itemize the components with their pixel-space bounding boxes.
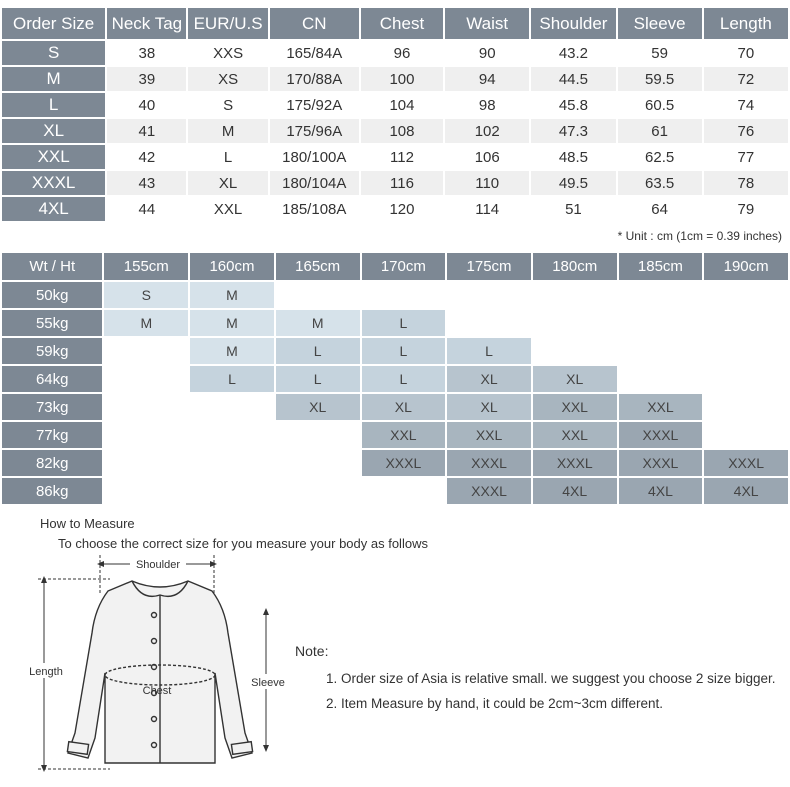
height-header-cell: 190cm <box>704 253 788 280</box>
recommended-size-cell <box>104 422 188 448</box>
size-chart-cell: 38 <box>107 41 186 65</box>
size-chart-header-cell: Sleeve <box>618 8 702 39</box>
recommended-size-cell: M <box>104 310 188 336</box>
size-chart-cell: 175/92A <box>270 93 359 117</box>
size-chart-header-cell: Shoulder <box>531 8 615 39</box>
recommended-size-cell: M <box>276 310 360 336</box>
recommended-size-cell: XL <box>447 366 531 392</box>
size-chart-cell: 49.5 <box>531 171 615 195</box>
size-chart-cell: 62.5 <box>618 145 702 169</box>
height-header-cell: 175cm <box>447 253 531 280</box>
size-chart-cell: 40 <box>107 93 186 117</box>
size-chart-cell: 78 <box>704 171 788 195</box>
recommended-size-cell <box>533 310 617 336</box>
size-chart-cell: 165/84A <box>270 41 359 65</box>
weight-label-cell: 82kg <box>2 450 102 476</box>
recommended-size-cell <box>533 282 617 308</box>
size-chart-cell: XXL <box>188 197 267 221</box>
size-chart-cell: 94 <box>445 67 529 91</box>
weight-row <box>2 282 788 308</box>
recommended-size-cell <box>104 450 188 476</box>
weight-row <box>2 310 788 336</box>
recommended-size-cell <box>104 478 188 504</box>
how-to-measure-subtitle: To choose the correct size for you measure your body as follows <box>58 536 428 551</box>
recommended-size-cell: XXL <box>362 422 446 448</box>
recommended-size-cell <box>190 394 274 420</box>
recommended-size-cell <box>704 282 788 308</box>
chest-label: Chest <box>142 685 172 697</box>
size-chart-cell: 41 <box>107 119 186 143</box>
size-chart-cell: 120 <box>361 197 443 221</box>
order-size-cell: XL <box>2 119 105 143</box>
size-chart-body <box>2 41 788 221</box>
recommended-size-cell <box>619 338 703 364</box>
recommended-size-cell <box>190 478 274 504</box>
size-chart-cell: 70 <box>704 41 788 65</box>
order-size-cell: L <box>2 93 105 117</box>
size-chart-cell: 59 <box>618 41 702 65</box>
length-label: Length <box>29 666 63 678</box>
weight-row <box>2 394 788 420</box>
size-chart-cell: 108 <box>361 119 443 143</box>
size-chart-cell: 98 <box>445 93 529 117</box>
recommended-size-cell <box>362 478 446 504</box>
recommended-size-cell <box>704 338 788 364</box>
recommended-size-cell: S <box>104 282 188 308</box>
weight-label-cell: 64kg <box>2 366 102 392</box>
recommended-size-cell <box>619 310 703 336</box>
recommended-size-cell: XXXL <box>619 450 703 476</box>
recommended-size-cell: 4XL <box>533 478 617 504</box>
size-chart-cell: 63.5 <box>618 171 702 195</box>
size-chart-cell: 102 <box>445 119 529 143</box>
weight-height-table <box>0 251 790 506</box>
size-chart-cell: 112 <box>361 145 443 169</box>
size-chart-header-cell: Order Size <box>2 8 105 39</box>
recommended-size-cell: XXL <box>533 422 617 448</box>
wt-ht-corner-cell: Wt / Ht <box>2 253 102 280</box>
size-chart-cell: 79 <box>704 197 788 221</box>
size-chart-cell: 96 <box>361 41 443 65</box>
size-chart-cell: 45.8 <box>531 93 615 117</box>
recommended-size-cell <box>104 366 188 392</box>
weight-label-cell: 55kg <box>2 310 102 336</box>
size-chart-cell: 104 <box>361 93 443 117</box>
size-chart-cell: 59.5 <box>618 67 702 91</box>
recommended-size-cell: XL <box>362 394 446 420</box>
recommended-size-cell: XXXL <box>619 422 703 448</box>
size-chart-cell: 48.5 <box>531 145 615 169</box>
recommended-size-cell: L <box>276 366 360 392</box>
size-chart-cell: XS <box>188 67 267 91</box>
size-chart-cell: 51 <box>531 197 615 221</box>
recommended-size-cell <box>704 310 788 336</box>
size-chart-cell: XXS <box>188 41 267 65</box>
weight-row <box>2 338 788 364</box>
shoulder-label: Shoulder <box>135 559 181 571</box>
size-chart-cell: 185/108A <box>270 197 359 221</box>
size-chart-cell: 116 <box>361 171 443 195</box>
weight-label-cell: 86kg <box>2 478 102 504</box>
size-chart-cell: 43.2 <box>531 41 615 65</box>
recommended-size-cell <box>619 366 703 392</box>
recommended-size-cell <box>704 394 788 420</box>
size-chart-cell: 64 <box>618 197 702 221</box>
size-chart-cell: 47.3 <box>531 119 615 143</box>
size-chart-cell: 114 <box>445 197 529 221</box>
note-title: Note: <box>295 643 329 659</box>
size-chart-cell: 44.5 <box>531 67 615 91</box>
recommended-size-cell: XL <box>276 394 360 420</box>
size-chart-row <box>2 145 788 169</box>
recommended-size-cell <box>704 366 788 392</box>
recommended-size-cell: L <box>362 338 446 364</box>
recommended-size-cell: M <box>190 310 274 336</box>
recommended-size-cell: XXL <box>447 422 531 448</box>
recommended-size-cell: L <box>276 338 360 364</box>
recommended-size-cell: 4XL <box>619 478 703 504</box>
note-item: 1. Order size of Asia is relative small. we suggest you choose 2 size bigger. <box>326 671 776 686</box>
recommended-size-cell: L <box>362 310 446 336</box>
recommended-size-cell <box>276 478 360 504</box>
recommended-size-cell: 4XL <box>704 478 788 504</box>
weight-row <box>2 422 788 448</box>
recommended-size-cell: XXXL <box>533 450 617 476</box>
size-chart-cell: 39 <box>107 67 186 91</box>
sleeve-label: Sleeve <box>251 677 285 689</box>
shirt-measure-diagram <box>20 553 300 783</box>
height-header-cell: 165cm <box>276 253 360 280</box>
weight-row <box>2 450 788 476</box>
recommended-size-cell <box>447 310 531 336</box>
size-chart-cell: S <box>188 93 267 117</box>
size-chart-row <box>2 67 788 91</box>
recommended-size-cell: XXL <box>619 394 703 420</box>
size-chart-header-cell: EUR/U.S <box>188 8 267 39</box>
recommended-size-cell <box>104 394 188 420</box>
shirt-icon <box>67 581 252 763</box>
size-chart-row <box>2 197 788 221</box>
size-chart-cell: 76 <box>704 119 788 143</box>
weight-row <box>2 478 788 504</box>
recommended-size-cell <box>533 338 617 364</box>
size-chart-cell: 72 <box>704 67 788 91</box>
recommended-size-cell: XL <box>447 394 531 420</box>
recommended-size-cell: M <box>190 338 274 364</box>
height-header-cell: 180cm <box>533 253 617 280</box>
recommended-size-cell <box>190 422 274 448</box>
recommended-size-cell <box>362 282 446 308</box>
size-chart-header-cell: Length <box>704 8 788 39</box>
weight-height-body <box>2 282 788 504</box>
size-chart-header-row <box>2 8 788 39</box>
size-chart-cell: 61 <box>618 119 702 143</box>
recommended-size-cell <box>704 422 788 448</box>
recommended-size-cell <box>619 282 703 308</box>
weight-height-header-row <box>2 253 788 280</box>
size-chart-header-cell: CN <box>270 8 359 39</box>
size-chart-cell: 43 <box>107 171 186 195</box>
recommended-size-cell: XXXL <box>362 450 446 476</box>
height-header-cell: 155cm <box>104 253 188 280</box>
size-chart-cell: 110 <box>445 171 529 195</box>
size-chart-header-cell: Neck Tag <box>107 8 186 39</box>
recommended-size-cell <box>276 422 360 448</box>
size-chart-row <box>2 171 788 195</box>
size-chart-cell: 42 <box>107 145 186 169</box>
size-chart-cell: 44 <box>107 197 186 221</box>
size-chart-header-cell: Chest <box>361 8 443 39</box>
size-chart-cell: 60.5 <box>618 93 702 117</box>
size-chart-cell: M <box>188 119 267 143</box>
order-size-cell: XXL <box>2 145 105 169</box>
size-chart-cell: 100 <box>361 67 443 91</box>
recommended-size-cell <box>276 450 360 476</box>
order-size-cell: S <box>2 41 105 65</box>
height-header-cell: 185cm <box>619 253 703 280</box>
recommended-size-cell <box>104 338 188 364</box>
order-size-cell: M <box>2 67 105 91</box>
size-chart-cell: 170/88A <box>270 67 359 91</box>
size-chart-table <box>0 6 790 223</box>
height-header-cell: 160cm <box>190 253 274 280</box>
recommended-size-cell: XXXL <box>447 450 531 476</box>
order-size-cell: XXXL <box>2 171 105 195</box>
weight-label-cell: 77kg <box>2 422 102 448</box>
size-chart-cell: 180/100A <box>270 145 359 169</box>
weight-row <box>2 366 788 392</box>
note-item: 2. Item Measure by hand, it could be 2cm~3cm different. <box>326 696 664 711</box>
weight-label-cell: 59kg <box>2 338 102 364</box>
weight-label-cell: 50kg <box>2 282 102 308</box>
size-chart-header-cell: Waist <box>445 8 529 39</box>
recommended-size-cell: L <box>190 366 274 392</box>
order-size-cell: 4XL <box>2 197 105 221</box>
size-chart-cell: 90 <box>445 41 529 65</box>
recommended-size-cell <box>276 282 360 308</box>
size-chart-cell: 106 <box>445 145 529 169</box>
size-chart-cell: 77 <box>704 145 788 169</box>
recommended-size-cell: XL <box>533 366 617 392</box>
size-chart-cell: 175/96A <box>270 119 359 143</box>
size-chart-row <box>2 41 788 65</box>
size-chart-cell: XL <box>188 171 267 195</box>
recommended-size-cell: XXL <box>533 394 617 420</box>
height-header-cell: 170cm <box>362 253 446 280</box>
recommended-size-cell: L <box>447 338 531 364</box>
recommended-size-cell <box>447 282 531 308</box>
size-chart-row <box>2 119 788 143</box>
recommended-size-cell: M <box>190 282 274 308</box>
how-to-measure-title: How to Measure <box>40 516 135 531</box>
weight-label-cell: 73kg <box>2 394 102 420</box>
recommended-size-cell: XXXL <box>447 478 531 504</box>
size-chart-row <box>2 93 788 117</box>
unit-note: * Unit : cm (1cm = 0.39 inches) <box>617 229 782 243</box>
recommended-size-cell: XXXL <box>704 450 788 476</box>
size-chart-cell: 180/104A <box>270 171 359 195</box>
recommended-size-cell <box>190 450 274 476</box>
size-chart-cell: L <box>188 145 267 169</box>
recommended-size-cell: L <box>362 366 446 392</box>
size-chart-cell: 74 <box>704 93 788 117</box>
